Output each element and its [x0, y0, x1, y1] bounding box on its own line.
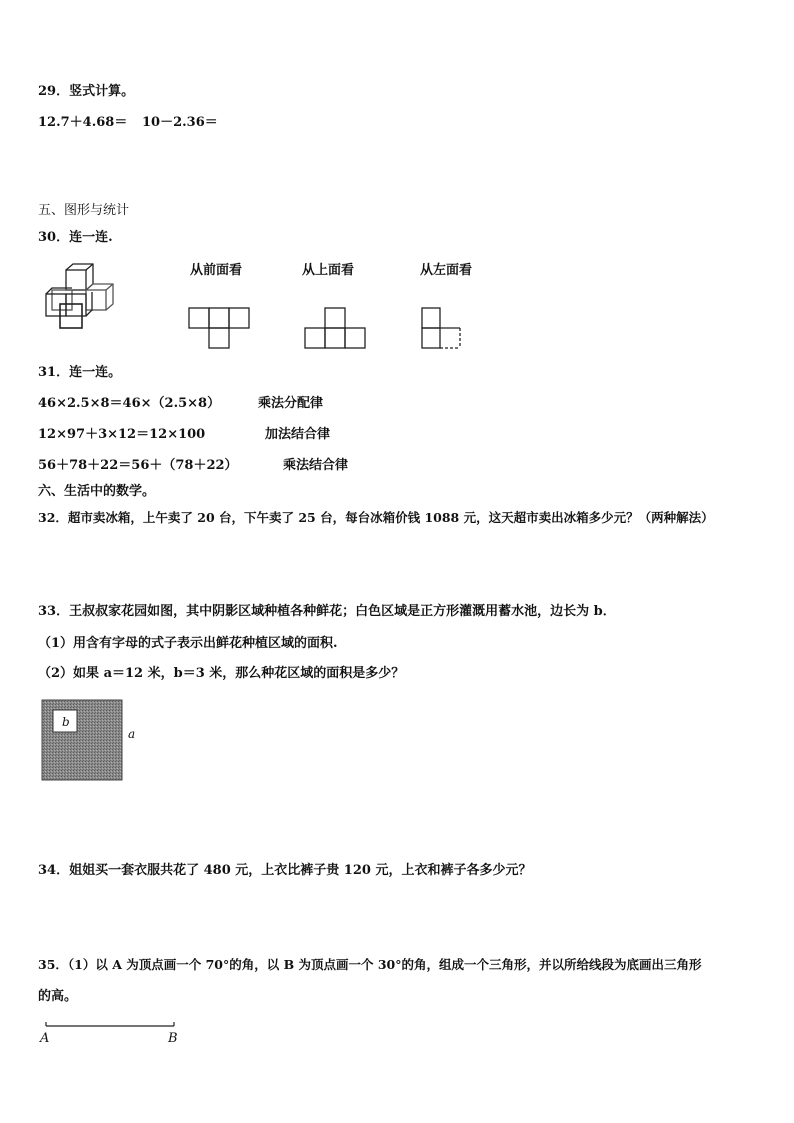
view-top-label: 从上面看: [302, 263, 355, 278]
left-view-shape: [420, 306, 464, 350]
q31-law-1: 乘法分配律: [258, 396, 324, 411]
garden-figure: [40, 698, 140, 782]
label-a: a: [128, 727, 136, 741]
q29-expr-1: 12.7＋4.68＝: [38, 115, 128, 130]
label-B: B: [168, 1031, 178, 1046]
q33-text: 33．王叔叔家花园如图，其中阴影区域种植各种鲜花；白色区域是正方形灌溉用蓄水池，边长为 b．: [38, 604, 616, 619]
label-b: b: [62, 715, 70, 729]
q35-line-1: 35．（1）以 A 为顶点画一个 70°的角，以 B 为顶点画一个 30°的角，组成一个三角形，并以所给线段为底画出三角形: [38, 957, 702, 972]
label-A: A: [40, 1031, 50, 1046]
q31-title: 31．连一连。: [38, 365, 122, 380]
q31-expr-1: 46×2.5×8＝46×（2.5×8）: [38, 396, 221, 411]
view-left-label: 从左面看: [420, 263, 473, 278]
q29-expr-2: 10－2.36＝: [142, 115, 218, 130]
q31-law-2: 加法结合律: [265, 427, 331, 442]
q29-title: 29．竖式计算。: [38, 84, 135, 99]
section-6-heading: 六、生活中的数学。: [38, 484, 156, 499]
q33-sub-2: （2）如果 a＝12 米，b＝3 米，那么种花区域的面积是多少？: [38, 666, 405, 681]
q31-expr-3: 56＋78＋22＝56＋（78＋22）: [38, 458, 238, 473]
q30-title: 30．连一连.: [38, 230, 113, 245]
segment-ab: [44, 1020, 178, 1032]
top-view-shape: [304, 306, 366, 350]
q31-expr-2: 12×97＋3×12＝12×100: [38, 427, 206, 442]
front-view-shape: [188, 306, 250, 350]
q34-text: 34．姐姐买一套衣服共花了 480 元，上衣比裤子贵 120 元，上衣和裤子各多少元？: [38, 863, 532, 878]
q31-law-3: 乘法结合律: [283, 458, 349, 473]
section-5-heading: 五、图形与统计: [38, 203, 130, 218]
q32-text: 32．超市卖冰箱，上午卖了 20 台，下午卖了 25 台，每台冰箱价钱 1088 元，这天超市卖出冰箱多少元？（两种解法）: [38, 510, 714, 525]
q33-sub-1: （1）用含有字母的式子表示出鲜花种植区域的面积.: [38, 636, 338, 651]
cube-stack-figure: [40, 262, 122, 330]
q35-line-2: 的高。: [38, 989, 78, 1004]
view-front-label: 从前面看: [190, 263, 243, 278]
